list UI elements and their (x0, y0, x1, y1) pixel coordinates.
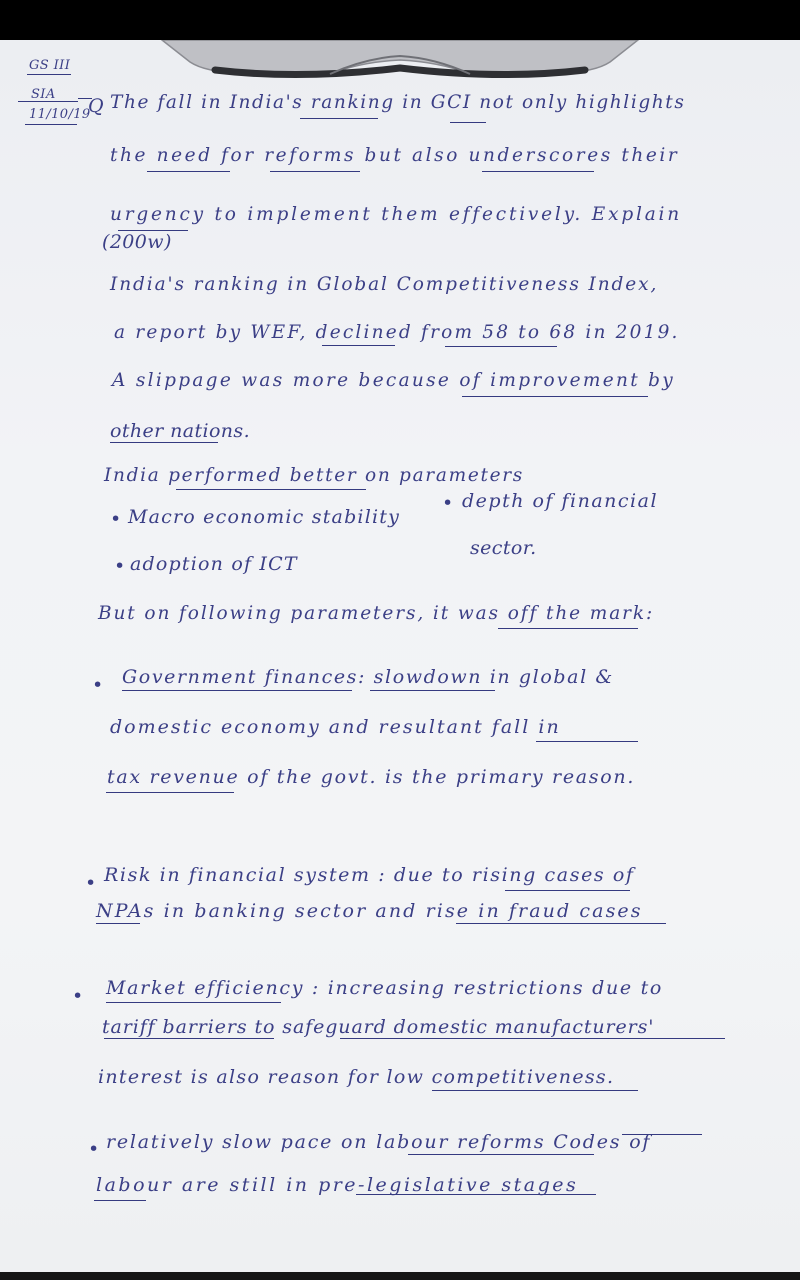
point-3-line-1: Market efficiency : increasing restrictions due to (106, 977, 664, 999)
point-2-line-1: Risk in financial system : due to rising cases of (104, 864, 635, 886)
underline (462, 396, 648, 397)
underline (356, 1194, 596, 1195)
bullet-dot: • (442, 492, 454, 514)
question-marker: Q (88, 95, 104, 117)
bottom-black-strip (0, 1272, 800, 1280)
point-1-line-1: Government finances: slowdown in global & (122, 666, 614, 688)
bullet-dot: • (88, 1138, 100, 1160)
better-parameters-heading: India performed better on parameters (104, 465, 524, 486)
margin-date-label: 11/10/19 (29, 107, 91, 122)
answer-intro-line-2: a report by WEF, declined from 58 to 68 in 2019. (114, 322, 680, 343)
underline (456, 923, 666, 924)
underline (18, 101, 78, 102)
off-mark-line: But on following parameters, it was off the mark: (98, 603, 655, 624)
question-line-3: urgency to implement them effectively. Explain (110, 204, 682, 225)
point-2-line-2: NPAs in banking sector and rise in fraud cases (96, 900, 643, 922)
bullet-dot: • (92, 674, 104, 696)
better-point-1: Macro economic stability (128, 506, 401, 528)
question-line-2: the need for reforms but also underscores their (110, 145, 680, 166)
better-point-2-line-1: depth of financial (462, 490, 659, 512)
answer-intro-line-4: other nations. (110, 420, 251, 442)
margin-paper-label: GS III (29, 58, 71, 73)
question-word-limit: (200w) (102, 231, 172, 253)
answer-sheet (0, 40, 800, 1272)
clipboard-clip-icon (0, 40, 800, 130)
point-1-line-2: domestic economy and resultant fall in (110, 716, 561, 738)
underline (122, 690, 352, 691)
margin-code-label: SIA (31, 87, 56, 102)
underline (432, 1090, 638, 1091)
underline (96, 923, 140, 924)
underline (176, 489, 366, 490)
bullet-dot: • (85, 872, 97, 894)
underline (498, 628, 638, 629)
underline (408, 1154, 594, 1155)
underline (622, 1134, 702, 1135)
underline (505, 890, 630, 891)
underline (300, 118, 378, 119)
point-1-line-3: tax revenue of the govt. is the primary reason. (107, 766, 636, 788)
answer-intro-line-1: India's ranking in Global Competitiveness Index, (110, 274, 659, 295)
better-point-2-line-2: sector. (470, 537, 537, 559)
bullet-dot: • (110, 508, 122, 530)
bullet-dot: • (72, 985, 84, 1007)
underline (27, 74, 71, 75)
question-line-1: The fall in India's ranking in GCI not only highlights (110, 92, 686, 113)
underline (147, 171, 230, 172)
answer-intro-line-3: A slippage was more because of improvement by (112, 370, 676, 391)
underline (445, 346, 557, 347)
underline (270, 171, 360, 172)
point-4-line-1: relatively slow pace on labour reforms Codes of (106, 1131, 652, 1153)
underline (370, 690, 495, 691)
underline (110, 442, 218, 443)
underline (106, 792, 234, 793)
top-black-bar (0, 0, 800, 40)
better-point-3: adoption of ICT (130, 553, 298, 575)
point-4-line-2: labour are still in pre-legislative stages (96, 1174, 579, 1196)
underline (25, 124, 77, 125)
underline (106, 1002, 281, 1003)
bullet-dot: • (114, 555, 126, 577)
underline (536, 741, 638, 742)
point-3-line-3: interest is also reason for low competitiveness. (98, 1066, 615, 1088)
underline (340, 1038, 725, 1039)
point-3-line-2: tariff barriers to safeguard domestic manufacturers' (102, 1016, 655, 1038)
underline (450, 122, 486, 123)
underline (322, 345, 395, 346)
underline (104, 1038, 274, 1039)
underline (94, 1200, 146, 1201)
underline (482, 171, 594, 172)
